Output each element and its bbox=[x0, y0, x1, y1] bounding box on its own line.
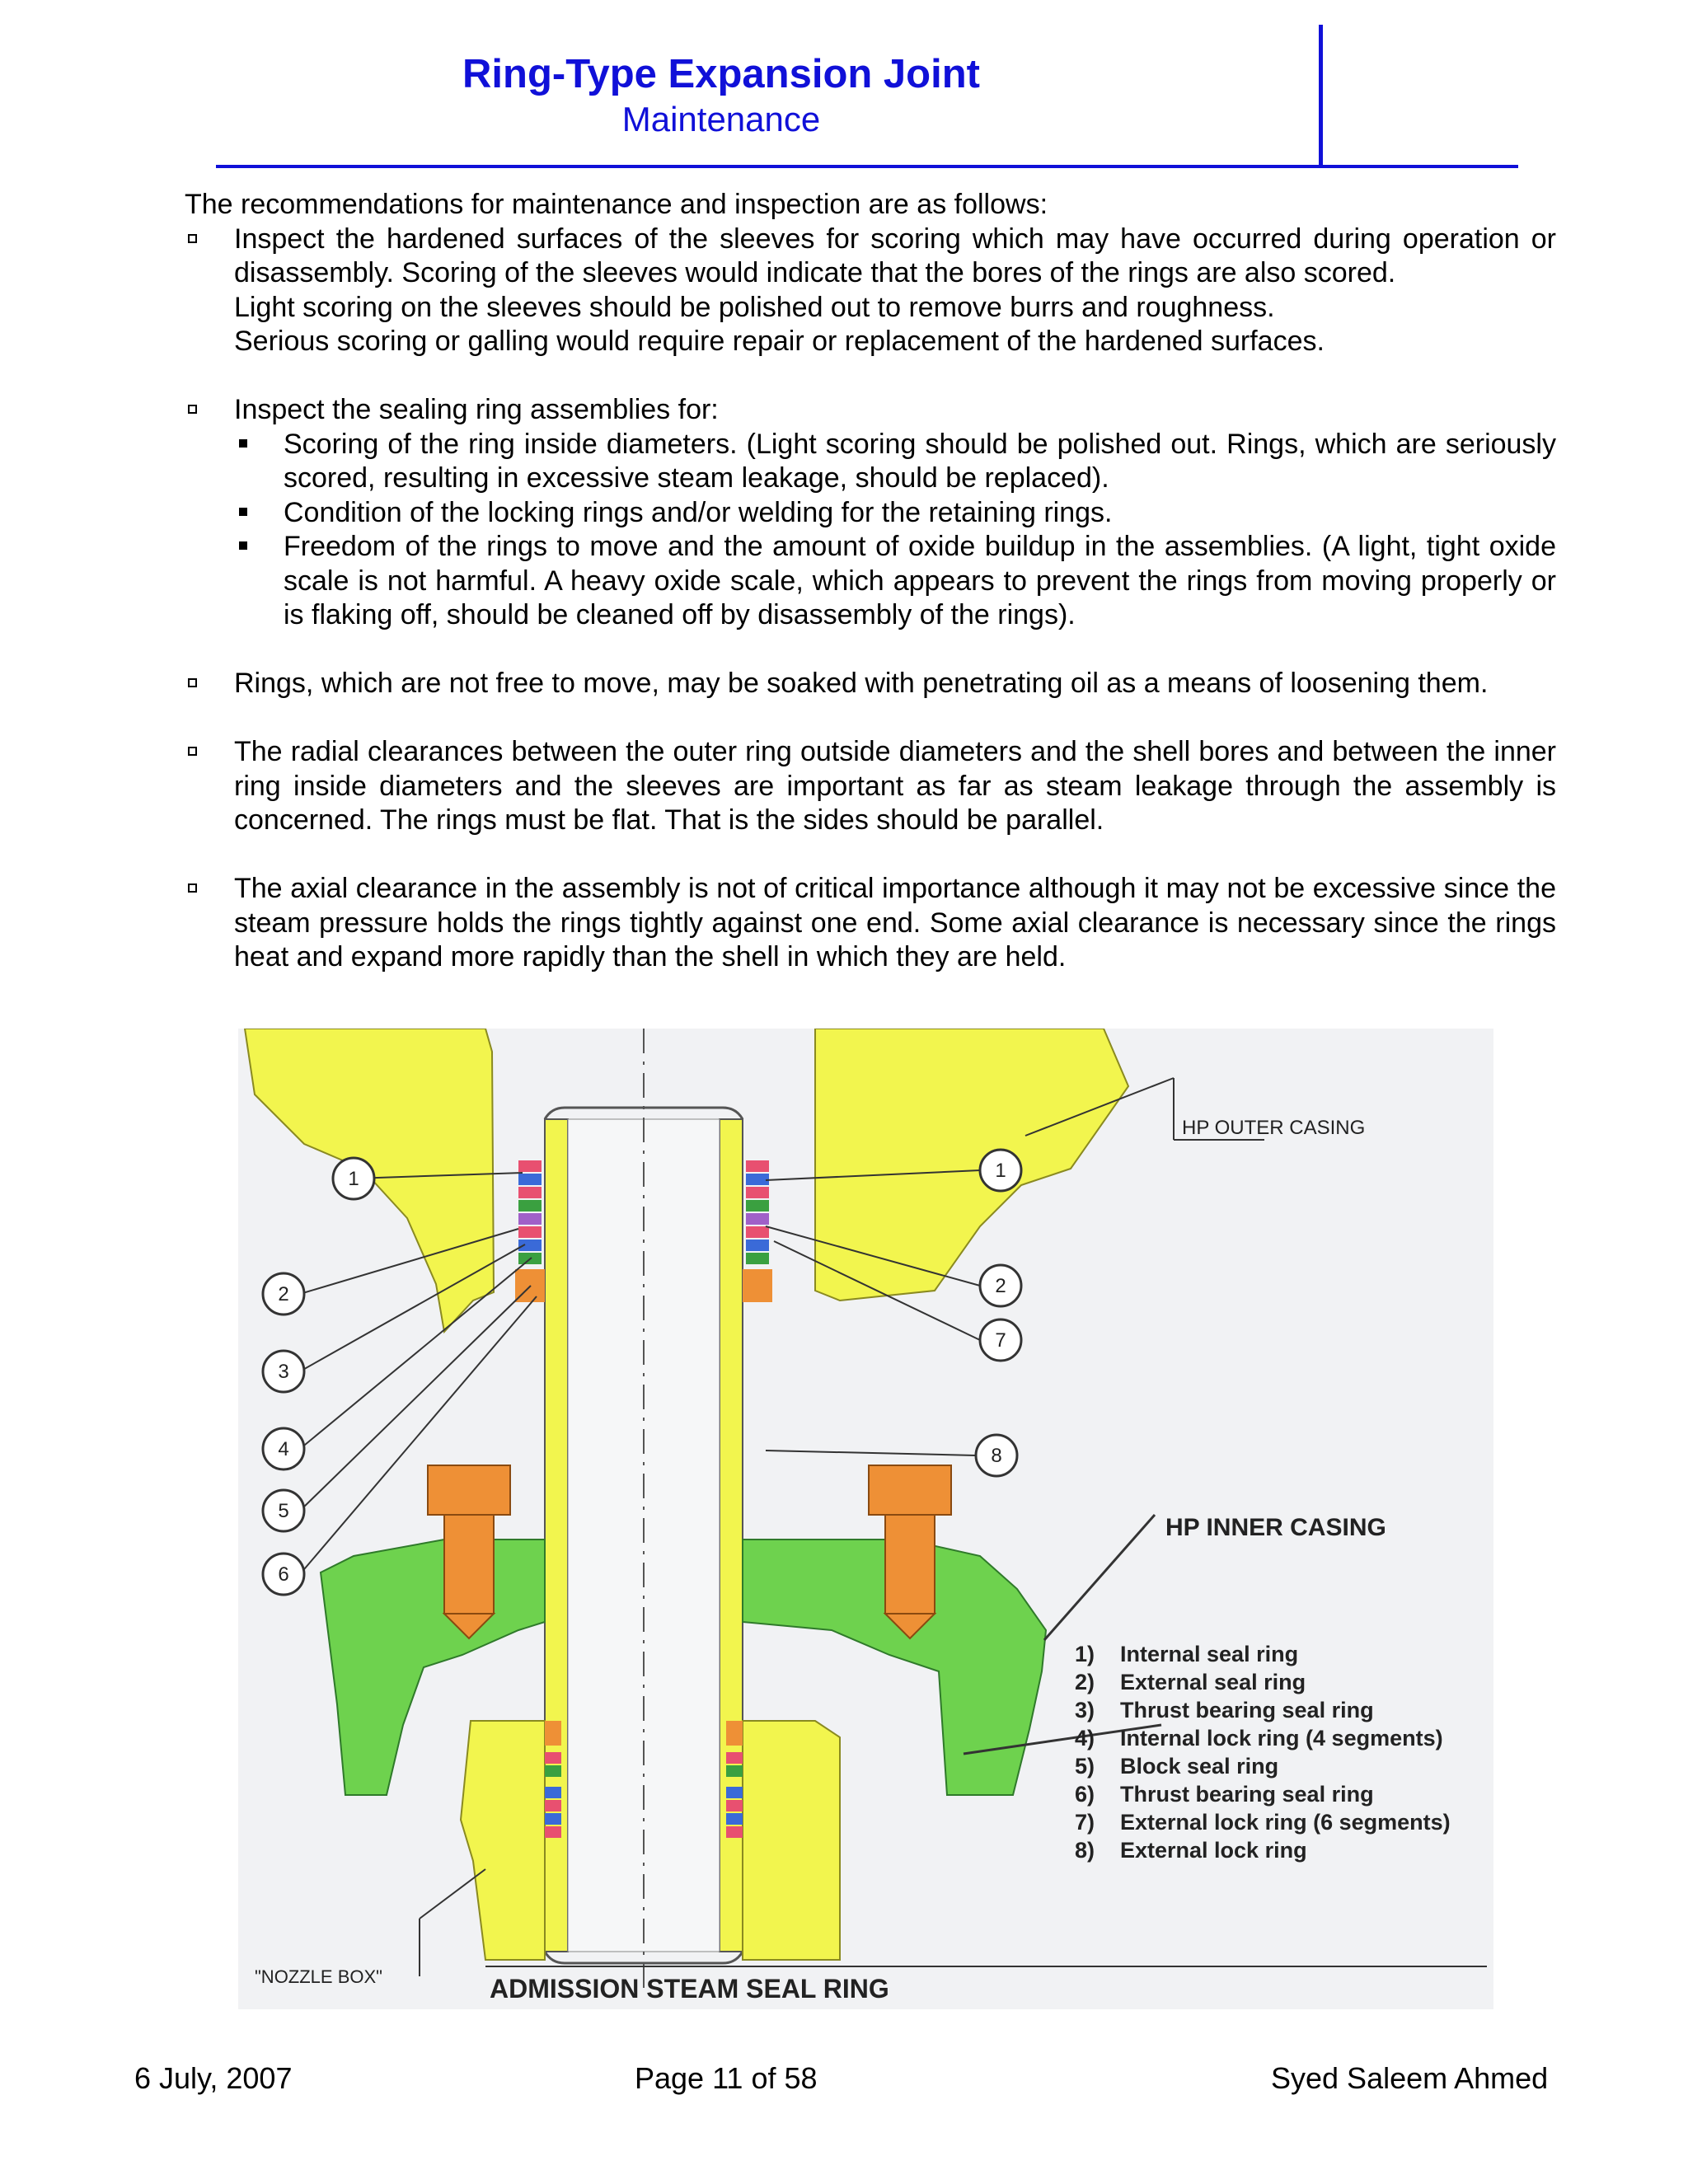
item-text: Inspect the hardened surfaces of the sleeves for scoring which may have occurred during operation or disassembly. Scoring of the sleeves would indicate that the bores of the rings are also scored. bbox=[234, 223, 1556, 288]
item-text: Rings, which are not free to move, may be soaked with penetrating oil as a means of loosening them. bbox=[234, 668, 1489, 699]
sub-list-item: Scoring of the ring inside diameters. (Light scoring should be polished out. Rings, which are seriously scored, resulting in excessive steam leakage, should be replaced). bbox=[234, 428, 1556, 496]
nozzle-box-label: "NOZZLE BOX" bbox=[255, 1966, 382, 1987]
sub-list-item: Condition of the locking rings and/or welding for the retaining rings. bbox=[234, 496, 1556, 531]
page-title: Ring-Type Expansion Joint bbox=[462, 52, 980, 96]
item-text: The axial clearance in the assembly is not of critical importance although it may not be excessive since the steam pressure holds the rings tightly against one end. Some axial clearance is necessary since the rings heat and expand more rapidly than the shell in which they are held. bbox=[234, 873, 1556, 972]
body-text bbox=[185, 188, 1556, 975]
svg-text:2: 2 bbox=[995, 1275, 1006, 1297]
svg-text:External lock ring: External lock ring bbox=[1120, 1838, 1307, 1863]
svg-text:Internal seal ring: Internal seal ring bbox=[1120, 1642, 1299, 1666]
svg-text:3): 3) bbox=[1075, 1698, 1095, 1722]
svg-text:External lock ring (6 segments: External lock ring (6 segments) bbox=[1120, 1810, 1451, 1835]
seal-ring-diagram bbox=[238, 1029, 1493, 2009]
svg-text:Block seal ring: Block seal ring bbox=[1120, 1754, 1279, 1779]
list-item bbox=[185, 735, 1556, 838]
svg-text:External seal ring: External seal ring bbox=[1120, 1670, 1306, 1694]
item-text: Inspect the sealing ring assemblies for: bbox=[234, 394, 719, 425]
checkbox-bullet-icon bbox=[188, 883, 197, 893]
figure-caption: ADMISSION STEAM SEAL RING bbox=[490, 1974, 889, 2004]
svg-text:2: 2 bbox=[278, 1283, 289, 1305]
item-text: Light scoring on the sleeves should be polished out to remove burrs and roughness. bbox=[234, 291, 1275, 323]
upper-ring-stack-right bbox=[743, 1160, 772, 1302]
svg-text:Thrust bearing seal ring: Thrust bearing seal ring bbox=[1120, 1782, 1374, 1807]
svg-text:4): 4) bbox=[1075, 1726, 1095, 1750]
list-item bbox=[185, 667, 1556, 701]
footer-date: 6 July, 2007 bbox=[134, 2061, 293, 2095]
square-bullet-icon bbox=[239, 541, 247, 550]
footer-author: Syed Saleem Ahmed bbox=[1271, 2061, 1549, 2095]
square-bullet-icon bbox=[239, 439, 247, 448]
item-text: The radial clearances between the outer ring outside diameters and the shell bores and between the inner ring inside diameters and the sleeves are important as far as steam leakage through the assembly is concerned. The rings must be flat. That is the sides should be parallel. bbox=[234, 736, 1556, 836]
list-item bbox=[185, 223, 1556, 359]
svg-text:5): 5) bbox=[1075, 1754, 1095, 1779]
intro-paragraph: The recommendations for maintenance and inspection are as follows: bbox=[185, 189, 1048, 220]
checkbox-bullet-icon bbox=[188, 678, 197, 687]
svg-text:6): 6) bbox=[1075, 1782, 1095, 1807]
hp-outer-casing-label: HP OUTER CASING bbox=[1182, 1117, 1366, 1139]
svg-text:1: 1 bbox=[348, 1168, 359, 1190]
page-subtitle: Maintenance bbox=[621, 100, 821, 138]
svg-text:2): 2) bbox=[1075, 1670, 1095, 1694]
svg-text:5: 5 bbox=[278, 1500, 289, 1522]
svg-text:4: 4 bbox=[278, 1438, 289, 1460]
svg-text:6: 6 bbox=[278, 1563, 289, 1586]
svg-text:1): 1) bbox=[1075, 1642, 1095, 1666]
checkbox-bullet-icon bbox=[188, 234, 197, 243]
svg-text:8: 8 bbox=[991, 1445, 1002, 1467]
square-bullet-icon bbox=[239, 508, 247, 516]
header-rule bbox=[216, 165, 1518, 168]
svg-text:Thrust bearing seal ring: Thrust bearing seal ring bbox=[1120, 1698, 1374, 1722]
svg-text:Internal lock ring (4 segments: Internal lock ring (4 segments) bbox=[1120, 1726, 1443, 1750]
list-item bbox=[185, 872, 1556, 975]
sub-list-item: Freedom of the rings to move and the amount of oxide buildup in the assemblies. (A light, tight oxide scale is not harmful. A heavy oxide scale, which appears to prevent the rings from moving properly or is flaking off, should be cleaned off by disassembly of the rings). bbox=[234, 530, 1556, 633]
header-vertical-rule bbox=[1319, 25, 1323, 166]
upper-ring-stack-left bbox=[515, 1160, 545, 1302]
list-item bbox=[185, 393, 1556, 633]
svg-text:7): 7) bbox=[1075, 1810, 1095, 1835]
footer-page-number: Page 11 of 58 bbox=[635, 2061, 818, 2095]
svg-text:7: 7 bbox=[995, 1329, 1006, 1352]
expansion-joint-figure bbox=[238, 1029, 1493, 2009]
nozzle-box-right bbox=[743, 1721, 840, 1960]
item-text: Serious scoring or galling would require repair or replacement of the hardened surfaces. bbox=[234, 326, 1325, 357]
checkbox-bullet-icon bbox=[188, 747, 197, 756]
hp-inner-casing-label: HP INNER CASING bbox=[1165, 1514, 1386, 1541]
svg-text:8): 8) bbox=[1075, 1838, 1095, 1863]
svg-text:1: 1 bbox=[995, 1160, 1006, 1182]
svg-text:3: 3 bbox=[278, 1361, 289, 1383]
checkbox-bullet-icon bbox=[188, 405, 197, 414]
